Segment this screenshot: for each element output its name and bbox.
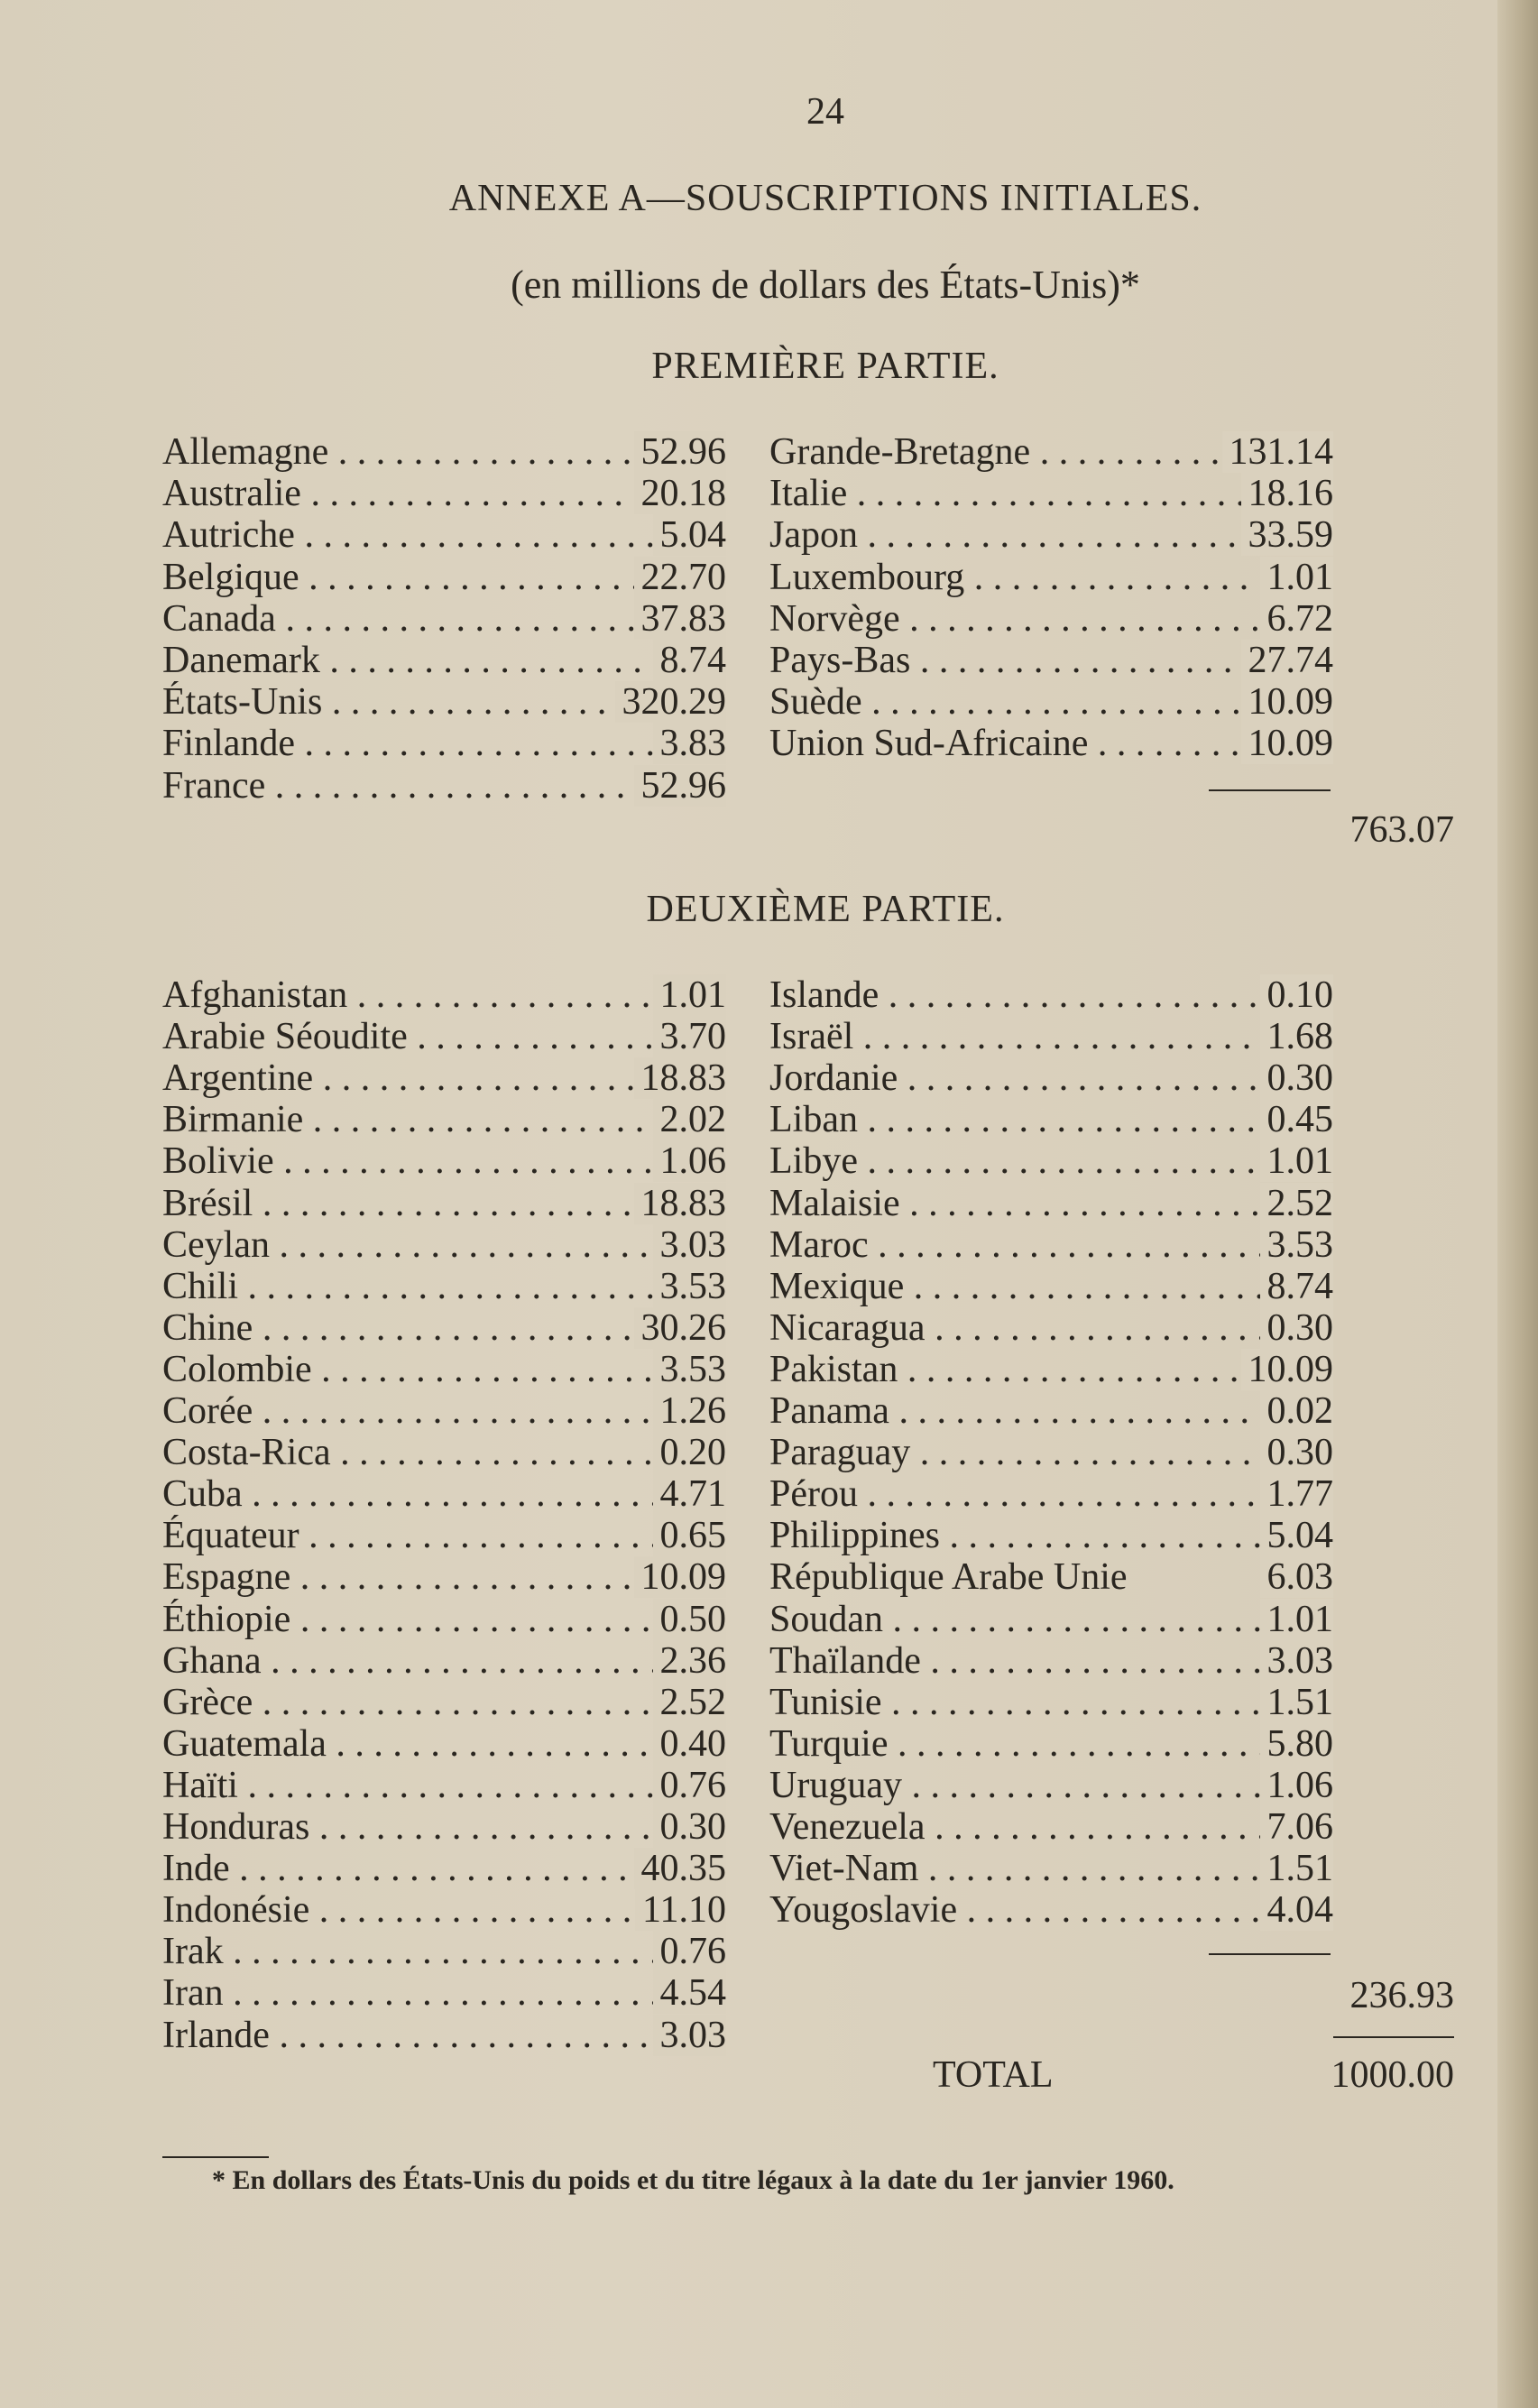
table-row [769, 1515, 1333, 1556]
country-name: Haïti . . . [162, 1765, 726, 1806]
country-name: Pérou . . . [769, 1473, 1333, 1515]
page-subtitle: (en millions de dollars des États-Unis)* [511, 263, 1140, 307]
part1-subtotal: 763.07 [1349, 809, 1454, 851]
country-name: France . . . [162, 765, 726, 807]
table-row [162, 431, 726, 473]
subscription-value: 18.83 [634, 1183, 727, 1224]
country-name: Israël . . . [769, 1016, 1333, 1057]
subscription-value: 0.02 [1260, 1390, 1334, 1432]
subscription-value: 52.96 [634, 431, 727, 473]
subscription-value: 0.76 [653, 1765, 727, 1806]
table-row [162, 598, 726, 640]
table-row [769, 1432, 1333, 1473]
country-name: Colombie . . . [162, 1349, 726, 1390]
subscription-value: 22.70 [634, 557, 727, 598]
table-row [162, 1806, 726, 1848]
country-name: Norvège . . . [769, 598, 1333, 640]
table-row [162, 1473, 726, 1515]
footnote: * En dollars des États-Unis du poids et du titre légaux à la date du 1er janvier 1960. [212, 2165, 1174, 2195]
subscription-value: 10.09 [1241, 681, 1334, 723]
subscription-value: 5.04 [653, 514, 727, 556]
subscription-value: 20.18 [634, 473, 727, 514]
table-row [769, 1556, 1333, 1598]
subscription-value: 5.80 [1260, 1723, 1334, 1765]
country-name: Malaisie . . . [769, 1183, 1333, 1224]
country-name: Australie . . . [162, 473, 726, 514]
table-row [162, 1099, 726, 1140]
country-name: Honduras . . . [162, 1806, 726, 1848]
subscription-value: 6.03 [1260, 1556, 1334, 1598]
country-name: Venezuela . . . [769, 1806, 1333, 1848]
subscription-value: 0.65 [653, 1515, 727, 1556]
table-row [769, 598, 1333, 640]
subscription-value: 0.30 [1260, 1432, 1334, 1473]
total-rule [1333, 2036, 1454, 2038]
country-name: Islande . . . [769, 974, 1333, 1016]
country-name: Finlande . . . [162, 723, 726, 764]
country-name: Éthiopie . . . [162, 1599, 726, 1640]
table-row [162, 473, 726, 514]
table-row [162, 1349, 726, 1390]
country-name: Équateur . . . [162, 1515, 726, 1556]
subscription-value: 2.02 [653, 1099, 727, 1140]
subscription-value: 0.40 [653, 1723, 727, 1765]
country-name: Argentine . . . [162, 1057, 726, 1099]
country-name: Libye . . . [769, 1140, 1333, 1182]
country-name: États-Unis . . . [162, 681, 726, 723]
country-name: Ghana . . . [162, 1640, 726, 1682]
table-row [162, 1599, 726, 1640]
table-row [769, 514, 1333, 556]
table-row [769, 1473, 1333, 1515]
subscription-value: 7.06 [1260, 1806, 1334, 1848]
country-name: Mexique . . . [769, 1266, 1333, 1307]
table-row [769, 1140, 1333, 1182]
table-row [162, 514, 726, 556]
subscription-value: 3.53 [653, 1349, 727, 1390]
table-row [162, 1556, 726, 1598]
table-row [769, 681, 1333, 723]
country-name: Philippines . . . [769, 1515, 1333, 1556]
country-name: Yougoslavie . . . [769, 1889, 1333, 1931]
table-row [162, 1682, 726, 1723]
subscription-value: 1.68 [1260, 1016, 1334, 1057]
country-name: Uruguay . . . [769, 1765, 1333, 1806]
subscription-value: 3.83 [653, 723, 727, 764]
table-row [769, 1183, 1333, 1224]
subscription-value: 10.09 [1241, 723, 1334, 764]
table-row [162, 640, 726, 681]
country-name: Afghanistan . . . [162, 974, 726, 1016]
subscription-value: 0.30 [1260, 1057, 1334, 1099]
table-row [769, 1599, 1333, 1640]
table-row [769, 974, 1333, 1016]
subscription-value: 30.26 [634, 1307, 727, 1349]
country-name: Turquie . . . [769, 1723, 1333, 1765]
subscription-value: 1.01 [653, 974, 727, 1016]
country-name: Arabie Séoudite . . . [162, 1016, 726, 1057]
part2-subtotal: 236.93 [1349, 1975, 1454, 2016]
subscription-value: 0.45 [1260, 1099, 1334, 1140]
subscription-value: 1.01 [1260, 1140, 1334, 1182]
subscription-value: 1.01 [1260, 1599, 1334, 1640]
table-row [162, 974, 726, 1016]
table-row [769, 1640, 1333, 1682]
country-name: Danemark . . . [162, 640, 726, 681]
table-row [162, 1931, 726, 1972]
country-name: Autriche . . . [162, 514, 726, 556]
subscription-value: 3.03 [653, 2015, 727, 2056]
subscription-value: 3.53 [1260, 1224, 1334, 1266]
subscription-value: 11.10 [635, 1889, 726, 1931]
country-name: Paraguay . . . [769, 1432, 1333, 1473]
table-row [162, 1432, 726, 1473]
country-name: Panama . . . [769, 1390, 1333, 1432]
subscription-value: 52.96 [634, 765, 727, 807]
country-name: Japon . . . [769, 514, 1333, 556]
table-row [162, 765, 726, 807]
table-row [769, 1889, 1333, 1931]
country-name: Iran . . . [162, 1972, 726, 2014]
page-title: ANNEXE A—SOUSCRIPTIONS INITIALES. [448, 178, 1202, 219]
subscription-value: 10.09 [1241, 1349, 1334, 1390]
country-name: Suède . . . [769, 681, 1333, 723]
subscription-value: 0.50 [653, 1599, 727, 1640]
table-row [769, 1806, 1333, 1848]
country-name: Pays-Bas . . . [769, 640, 1333, 681]
subscription-value: 1.26 [653, 1390, 727, 1432]
subscription-value: 0.20 [653, 1432, 727, 1473]
table-row [162, 1307, 726, 1349]
subscription-value: 3.70 [653, 1016, 727, 1057]
country-name: Thaïlande . . . [769, 1640, 1333, 1682]
table-row [769, 473, 1333, 514]
country-name: Ceylan . . . [162, 1224, 726, 1266]
part2-subtotal-rule [1209, 1953, 1331, 1955]
country-name: Italie . . . [769, 473, 1333, 514]
country-name: Belgique . . . [162, 557, 726, 598]
table-row [769, 557, 1333, 598]
table-row [162, 1515, 726, 1556]
country-name: Espagne . . . [162, 1556, 726, 1598]
table-row [769, 1682, 1333, 1723]
table-row [769, 1848, 1333, 1889]
table-row [162, 1972, 726, 2014]
table-row [162, 1848, 726, 1889]
country-name: Soudan . . . [769, 1599, 1333, 1640]
table-row [769, 1016, 1333, 1057]
subscription-value: 1.77 [1260, 1473, 1334, 1515]
country-name: Allemagne . . . [162, 431, 726, 473]
table-row [162, 1723, 726, 1765]
table-row [769, 1224, 1333, 1266]
table-row [162, 1889, 726, 1931]
subscription-value: 4.71 [653, 1473, 727, 1515]
table-row [769, 1765, 1333, 1806]
subscription-value: 1.01 [1260, 557, 1334, 598]
table-row [162, 1183, 726, 1224]
country-name: Luxembourg . . . [769, 557, 1333, 598]
country-name: Irlande . . . [162, 2015, 726, 2056]
table-row [769, 1266, 1333, 1307]
table-row [769, 640, 1333, 681]
country-name: Chili . . . [162, 1266, 726, 1307]
subscription-value: 10.09 [634, 1556, 727, 1598]
country-name: Indonésie . . . [162, 1889, 726, 1931]
subscription-value: 8.74 [653, 640, 727, 681]
country-name: Nicaragua . . . [769, 1307, 1333, 1349]
table-row [162, 1266, 726, 1307]
country-name: Corée . . . [162, 1390, 726, 1432]
subscription-value: 33.59 [1241, 514, 1334, 556]
table-row [162, 557, 726, 598]
subscription-value: 27.74 [1241, 640, 1334, 681]
subscription-value: 37.83 [634, 598, 727, 640]
subscription-value: 320.29 [615, 681, 727, 723]
table-row [162, 723, 726, 764]
subscription-value: 0.76 [653, 1931, 727, 1972]
country-name: Grande-Bretagne . . . [769, 431, 1333, 473]
table-row [162, 1140, 726, 1182]
subscription-value: 0.30 [653, 1806, 727, 1848]
country-name: Tunisie . . . [769, 1682, 1333, 1723]
table-row [162, 2015, 726, 2056]
table-row [162, 1057, 726, 1099]
country-name: Maroc . . . [769, 1224, 1333, 1266]
table-row [162, 1765, 726, 1806]
table-row [769, 1099, 1333, 1140]
country-name: Grèce . . . [162, 1682, 726, 1723]
country-name: Brésil . . . [162, 1183, 726, 1224]
country-name: Viet-Nam . . . [769, 1848, 1333, 1889]
subscription-value: 18.83 [634, 1057, 727, 1099]
subscription-value: 131.14 [1222, 431, 1334, 473]
subscription-value: 3.53 [653, 1266, 727, 1307]
country-name: Irak . . . [162, 1931, 726, 1972]
country-name: Inde . . . [162, 1848, 726, 1889]
subscription-value: 40.35 [634, 1848, 727, 1889]
table-row [162, 681, 726, 723]
table-row [162, 1224, 726, 1266]
country-name: Cuba . . . [162, 1473, 726, 1515]
subscription-value: 1.06 [653, 1140, 727, 1182]
total-label: TOTAL [933, 2054, 1054, 2096]
table-row [769, 1349, 1333, 1390]
part1-heading: PREMIÈRE PARTIE. [651, 346, 999, 387]
subscription-value: 3.03 [1260, 1640, 1334, 1682]
part1-subtotal-rule [1209, 789, 1331, 791]
subscription-value: 18.16 [1241, 473, 1334, 514]
country-name: Liban . . . [769, 1099, 1333, 1140]
subscription-value: 2.36 [653, 1640, 727, 1682]
table-row [769, 723, 1333, 764]
subscription-value: 2.52 [1260, 1183, 1334, 1224]
table-row [162, 1390, 726, 1432]
country-name: Pakistan . . . [769, 1349, 1333, 1390]
country-name: Guatemala . . . [162, 1723, 726, 1765]
subscription-value: 4.04 [1260, 1889, 1334, 1931]
subscription-value: 0.10 [1260, 974, 1334, 1016]
table-row [162, 1640, 726, 1682]
subscription-value: 0.30 [1260, 1307, 1334, 1349]
table-row [769, 1723, 1333, 1765]
subscription-value: 1.51 [1260, 1682, 1334, 1723]
footnote-rule [162, 2156, 269, 2158]
table-row [162, 1016, 726, 1057]
table-row [769, 1307, 1333, 1349]
country-name: Union Sud-Africaine . . . [769, 723, 1333, 764]
subscription-value: 1.06 [1260, 1765, 1334, 1806]
table-row [769, 1057, 1333, 1099]
country-name: Birmanie . . . [162, 1099, 726, 1140]
subscription-value: 6.72 [1260, 598, 1334, 640]
subscription-value: 2.52 [653, 1682, 727, 1723]
subscription-value: 1.51 [1260, 1848, 1334, 1889]
table-row [769, 431, 1333, 473]
subscription-value: 5.04 [1260, 1515, 1334, 1556]
country-name: Chine . . . [162, 1307, 726, 1349]
country-name: République Arabe Unie [769, 1556, 1128, 1599]
country-name: Bolivie . . . [162, 1140, 726, 1182]
part2-heading: DEUXIÈME PARTIE. [646, 889, 1005, 930]
table-row [769, 1390, 1333, 1432]
country-name: Canada . . . [162, 598, 726, 640]
subscription-value: 3.03 [653, 1224, 727, 1266]
subscription-value: 4.54 [653, 1972, 727, 2014]
country-name: Jordanie . . . [769, 1057, 1333, 1099]
page-number: 24 [806, 91, 844, 133]
total-value: 1000.00 [1331, 2054, 1454, 2096]
country-name: Costa-Rica . . . [162, 1432, 726, 1473]
subscription-value: 8.74 [1260, 1266, 1334, 1307]
